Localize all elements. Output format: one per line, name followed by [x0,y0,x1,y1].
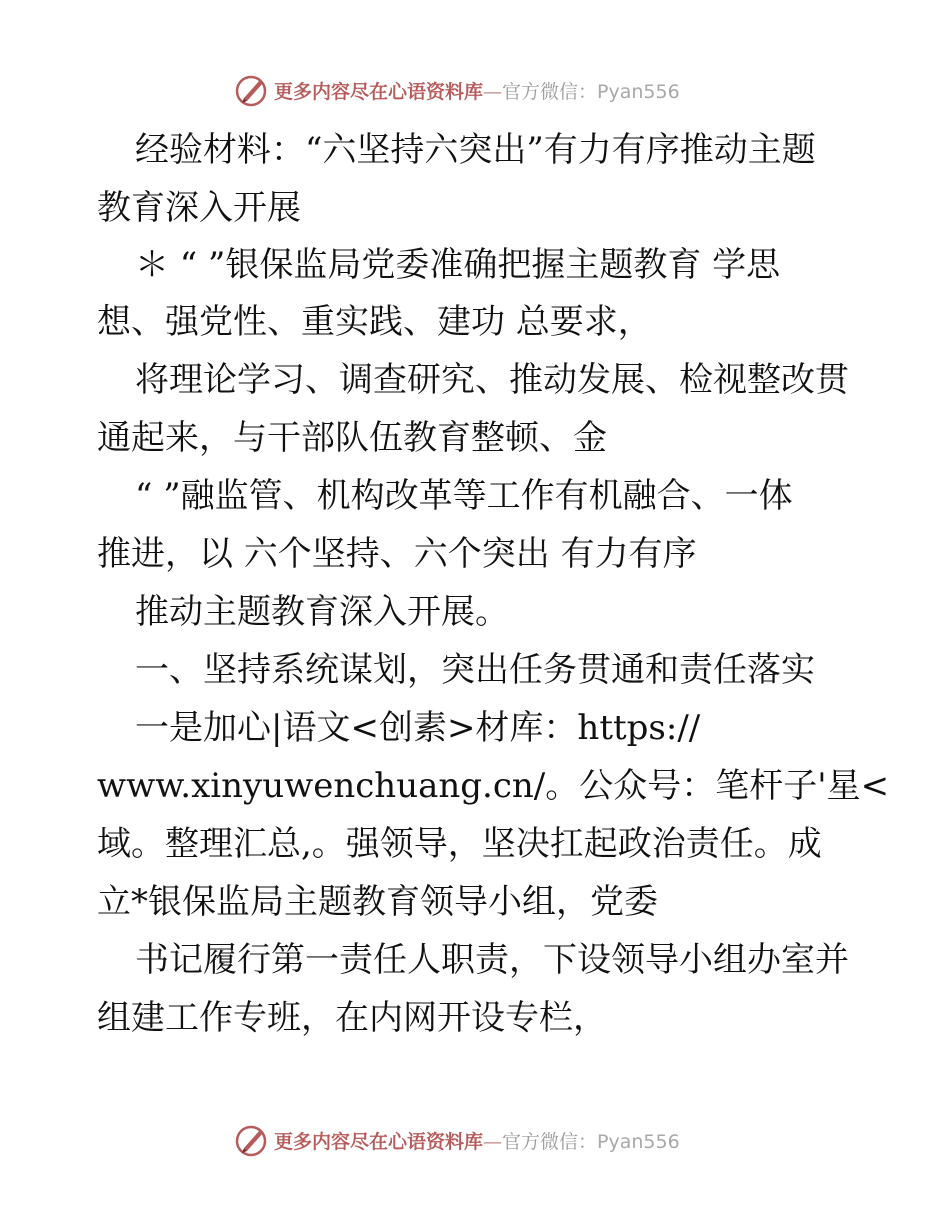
watermark-account: Pyan556 [597,1131,680,1153]
watermark-account: Pyan556 [597,81,680,103]
watermark-official-label: 官方微信： [502,1131,598,1153]
watermark-dash: — [483,81,503,103]
watermark-dash: — [483,1131,503,1153]
watermark-text [274,1127,680,1154]
watermark-site-name: 更多内容尽在心语资料库 [274,1131,484,1153]
watermark-text [274,77,680,104]
watermark-site-name: 更多内容尽在心语资料库 [274,81,484,103]
section-heading-1: 一、坚持系统谋划，突出任务贯通和责任落实 [135,650,815,690]
text-line-12: www.xinyuwenchuang.cn/。公众号：笔杆子'星< [97,766,890,806]
text-line-1: 经验材料：“六坚持六突出”有力有序推动主题 [135,130,816,170]
footer-watermark [0,1120,950,1160]
text-line-5: 将理论学习、调查研究、推动发展、检视整改贯 [135,360,849,400]
text-line-2: 教育深入开展 [97,188,301,228]
text-line-9: 推动主题教育深入开展。 [135,592,509,632]
text-line-11: 一是加心|语文<创素>材库：https:// [135,708,701,748]
text-line-6: 通起来，与干部队伍教育整顿、金 [97,418,607,458]
text-line-16: 组建工作专班，在内网开设专栏， [97,998,607,1038]
text-line-3: ＊ “ ”银保监局党委准确把握主题教育 学思 [135,245,781,285]
text-line-7: “ ”融监管、机构改革等工作有机融合、一体 [135,476,793,516]
watermark-official-label: 官方微信： [502,81,598,103]
text-line-15: 书记履行第一责任人职责，下设领导小组办室并 [135,940,849,980]
text-line-8: 推进，以 六个坚持、六个突出 有力有序 [97,534,697,574]
text-line-14: 立*银保监局主题教育领导小组，党委 [97,882,658,922]
text-line-13: 域。整理汇总,。强领导，坚决扛起政治责任。成 [97,824,822,864]
header-watermark [0,70,950,110]
pen-logo-icon [234,1122,270,1158]
pen-logo-icon [234,72,270,108]
text-line-4: 想、强党性、重实践、建功 总要求， [97,302,652,342]
